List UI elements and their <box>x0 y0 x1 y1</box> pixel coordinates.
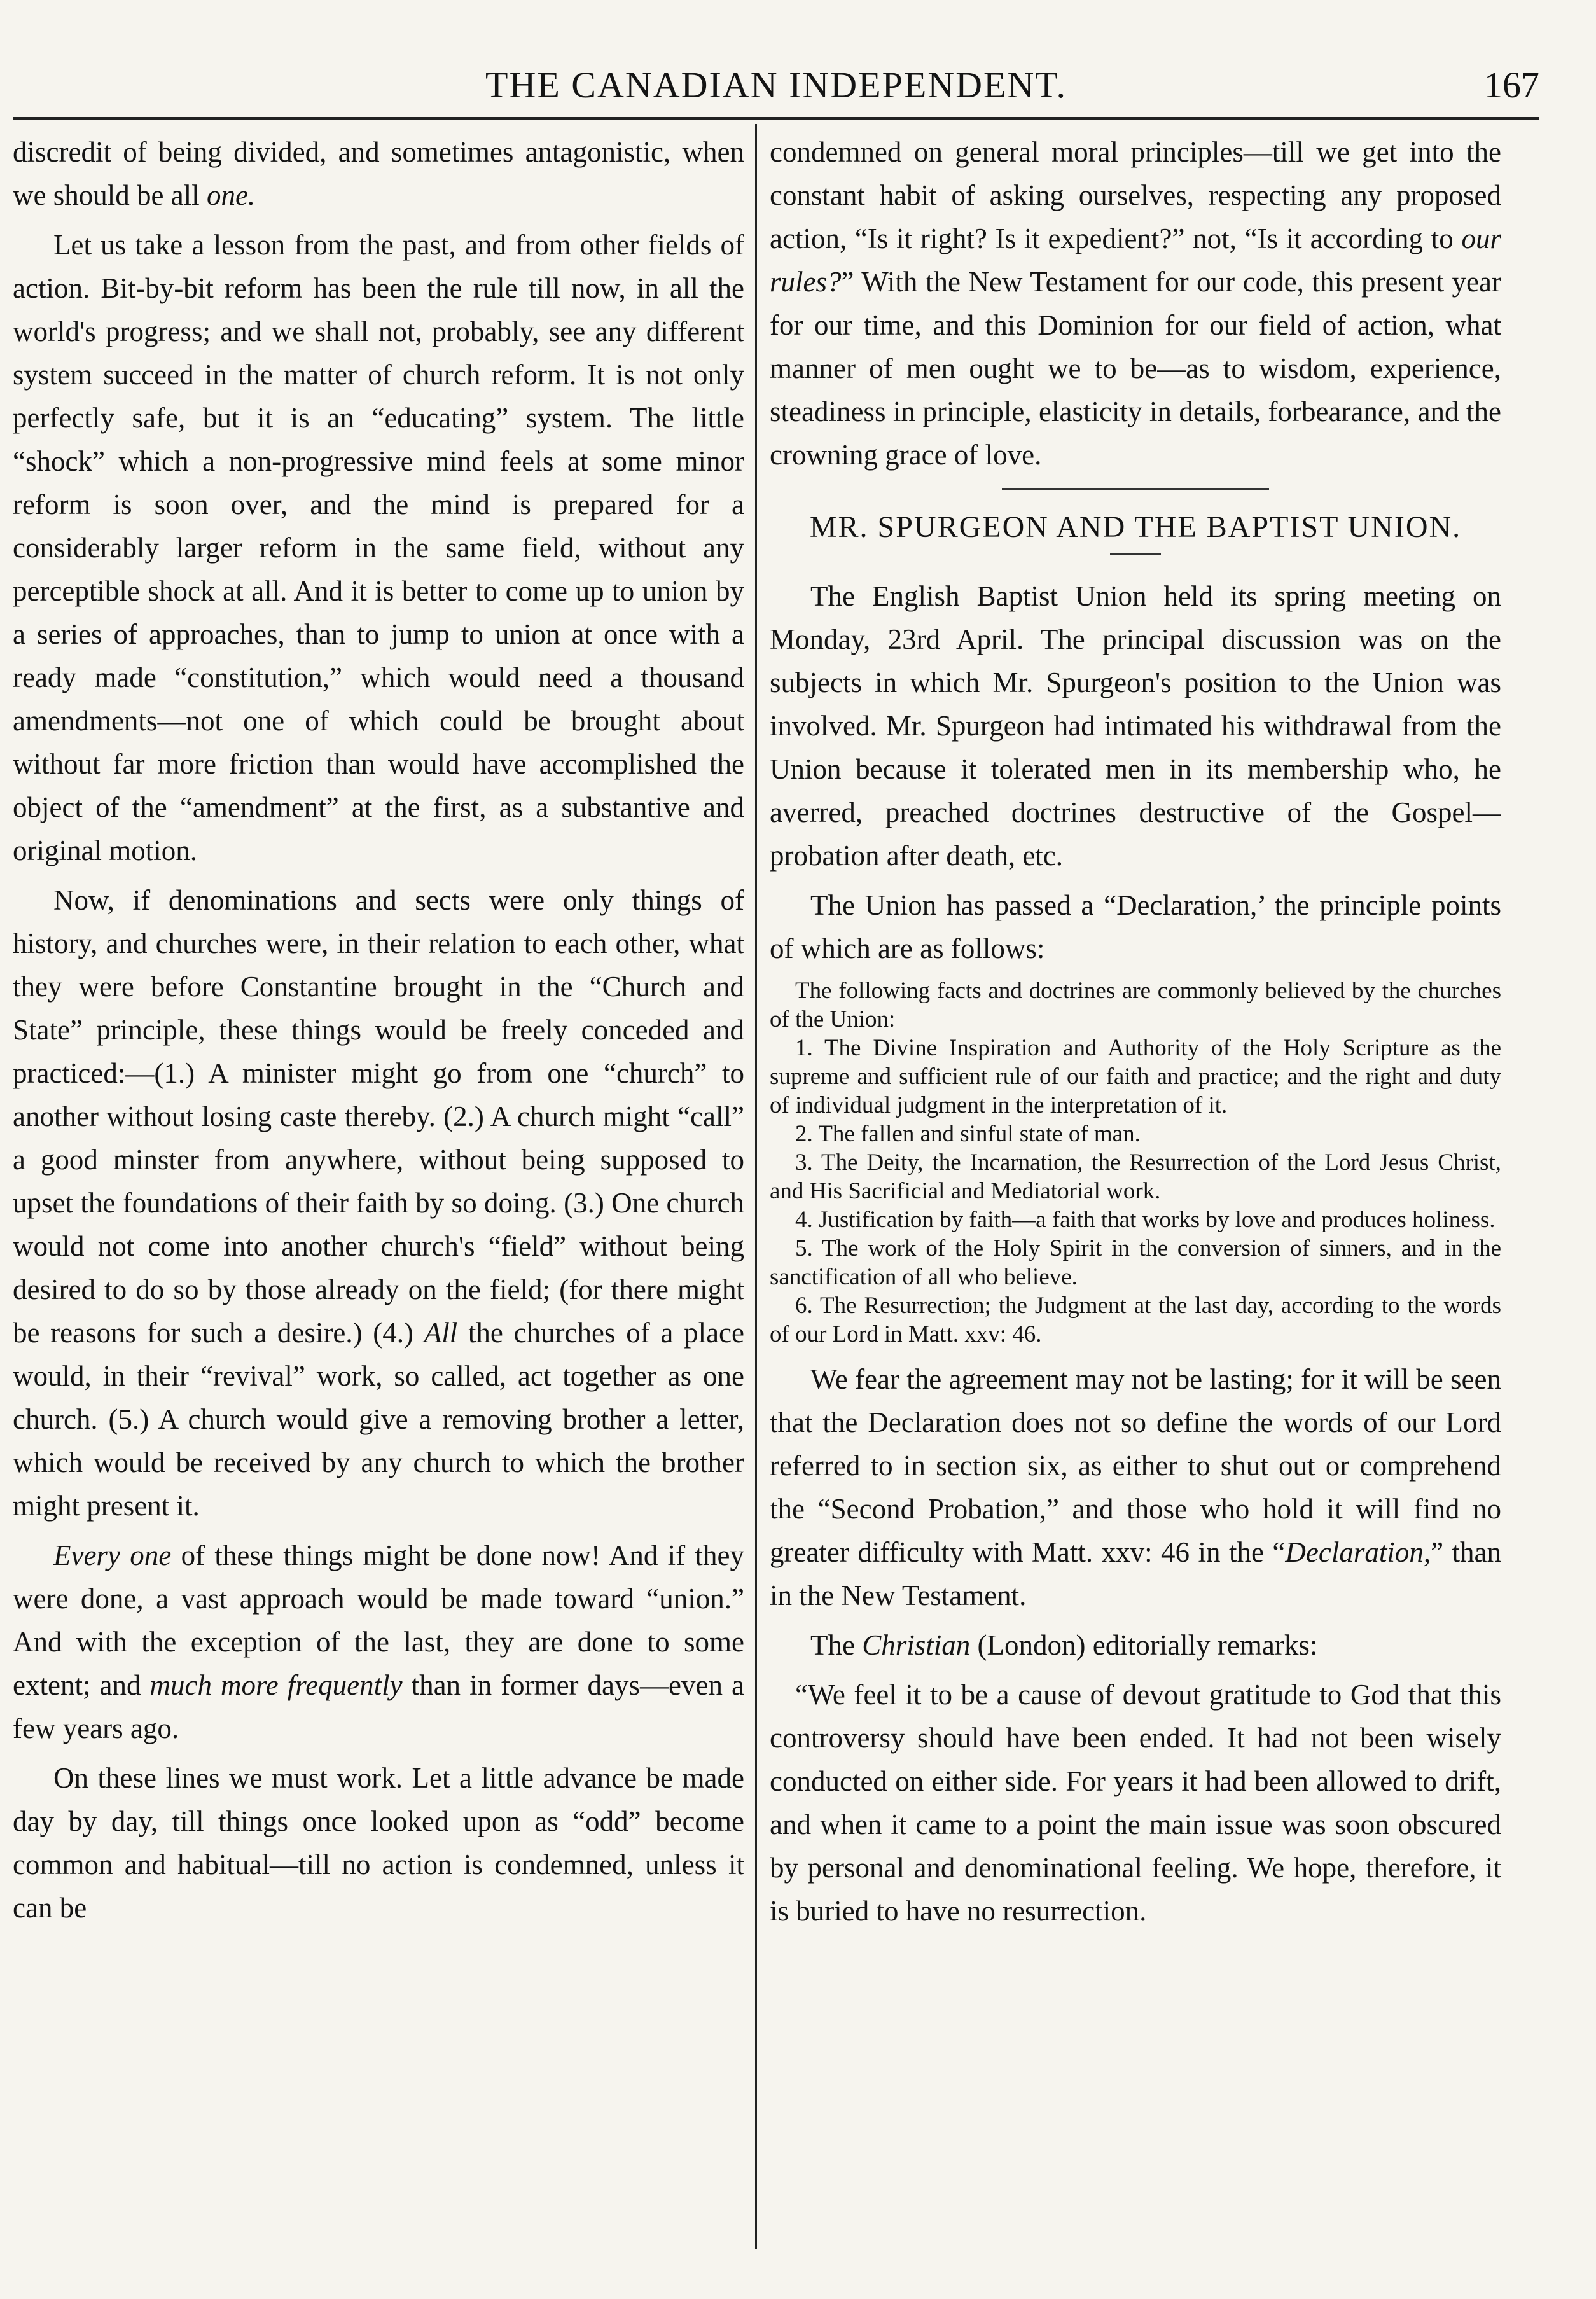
right-column <box>770 130 1501 2274</box>
text-run: Now, if denominations and sects were only things of history, and churches were, in their relation to each other, what they were before Constantine brought in the “Church and State” principle, these things would be freely conceded and practiced:—(1.) A minister might go from one “church” to another without losing caste thereby. (2.) A church might “call” a good minster from anywhere, without being supposed to upset the foundations of their faith by so doing. (3.) One church would not come into another church's “field” without being desired to do so by those already on the field; (for there might be reasons for such a desire.) (4.) <box>13 884 744 1349</box>
text-run: than in former days—even a few years ago. <box>13 1669 744 1744</box>
text-run: the churches of a place would, in their “revival” work, so called, act together as one church. (5.) A church would give a removing brother a letter, which would be received by any church to which the brother might present it. <box>13 1317 744 1522</box>
declaration-intro: The following facts and doctrines are commonly believed by the churches of the Union: <box>770 978 1501 1032</box>
emphasis: one. <box>206 179 256 211</box>
declaration-item: 6. The Resurrection; the Judgment at the last day, according to the words of our Lord in Matt. xxv: 46. <box>770 1293 1501 1347</box>
text-run: condemned on general moral principles—till we get into the constant habit of asking ourselves, respecting any proposed action, “Is it right? Is it expedient?” not, “Is it according to <box>770 136 1501 254</box>
quoted-paragraph: “We feel it to be a cause of devout gratitude to God that this controversy should have been ended. It had not been wisely conducted on either side. For years it had been allowed to drift, and when it came to a point the main issue was soon obscured by personal and denominational feeling. We hope, therefore, it is buried to have no resurrection. <box>770 1679 1501 1927</box>
paragraph <box>770 1623 1501 1667</box>
text-run: We fear the agreement may not be lasting; for it will be seen that the Declaration does not so define the words of our Lord referred to in section six, as either to shut out or comprehend the “Second Probation,” and those who hold it will find no greater difficulty with Matt. xxv: 46 in the “ <box>770 1363 1501 1568</box>
journal-title: THE CANADIAN INDEPENDENT. <box>485 64 1067 106</box>
emphasis: much more frequently <box>149 1669 403 1701</box>
paragraph: Let us take a lesson from the past, and from other fields of action. Bit-by-bit reform has been the rule till now, in all the world's progress; and we shall not, probably, see any different system succeed in the matter of church reform. It is not only perfectly safe, but it is an “educating” system. The little “shock” which a non-progressive mind feels at some minor reform is soon over, and the mind is prepared for a considerably larger reform in the same field, without any perceptible shock at all. And it is better to come up to union by a series of approaches, than to jump to union at once with a ready made “constitution,” which would need a thousand amendments—not one of which could be brought about without far more friction than would have accomplished the object of the “amendment” at the first, as a substantive and original motion. <box>13 229 744 866</box>
text-run: ” than in the New Testament. <box>770 1536 1501 1611</box>
heading-rule <box>1110 553 1161 555</box>
emphasis: our rules? <box>770 223 1501 298</box>
paragraph: The Union has passed a “Declaration,’ the principle points of which are as follows: <box>770 889 1501 964</box>
paragraph <box>770 130 1501 476</box>
text-run: ” With the New Testament for our code, this present year for our time, and this Dominion for our field of action, what manner of men ought we to be—as to wisdom, experience, steadiness in principle, elasticity in details, forbearance, and the crowning grace of love. <box>770 266 1501 471</box>
paragraph: On these lines we must work. Let a little advance be made day by day, till things once looked upon as “odd” become common and habitual—till no action is condemned, unless it can be <box>13 1762 744 1924</box>
section-rule <box>1002 488 1269 490</box>
paragraph <box>770 1358 1501 1617</box>
text-run: (London) editorially remarks: <box>970 1629 1318 1661</box>
paragraph <box>13 879 744 1527</box>
article-heading: MR. SPURGEON AND THE BAPTIST UNION. <box>809 510 1462 544</box>
declaration-item: 1. The Divine Inspiration and Authority of the Holy Scripture as the supreme and sufficient rule of our faith and practice; and the right and duty of individual judgment in the interpretation of it. <box>770 1035 1501 1118</box>
column-divider <box>755 124 757 2249</box>
header-rule <box>13 117 1539 120</box>
paragraph <box>13 1534 744 1750</box>
emphasis: Every one <box>53 1539 172 1571</box>
declaration-item: 2. The fallen and sinful state of man. <box>795 1121 1141 1147</box>
text-run: of these things might be done now! And if they were done, a vast approach would be made toward “union.” And with the exception of the last, they are done to some extent; and <box>13 1539 744 1701</box>
declaration-item: 4. Justification by faith—a faith that works by love and produces holiness. <box>795 1207 1495 1233</box>
paragraph: The English Baptist Union held its spring meeting on Monday, 23rd April. The principal discussion was on the subjects in which Mr. Spurgeon's position to the Union was involved. Mr. Spurgeon had intimated his withdrawal from the Union because it tolerated men in its membership who, he averred, preached doctrines destructive of the Gospel—probation after death, etc. <box>770 580 1501 872</box>
emphasis: Declaration, <box>1285 1536 1431 1568</box>
declaration-item: 3. The Deity, the Incarnation, the Resurrection of the Lord Jesus Christ, and His Sacrificial and Mediatorial work. <box>770 1150 1501 1204</box>
page-number: 167 <box>1484 64 1539 106</box>
text-run: discredit of being divided, and sometimes antagonistic, when we should be all <box>13 136 744 211</box>
emphasis: Christian <box>862 1629 971 1661</box>
page-header <box>13 51 1539 115</box>
paragraph <box>13 130 744 217</box>
emphasis: All <box>424 1317 458 1349</box>
declaration-item: 5. The work of the Holy Spirit in the conversion of sinners, and in the sanctification of all who believe. <box>770 1235 1501 1290</box>
left-column <box>13 130 744 2274</box>
text-run: The <box>810 1629 863 1661</box>
